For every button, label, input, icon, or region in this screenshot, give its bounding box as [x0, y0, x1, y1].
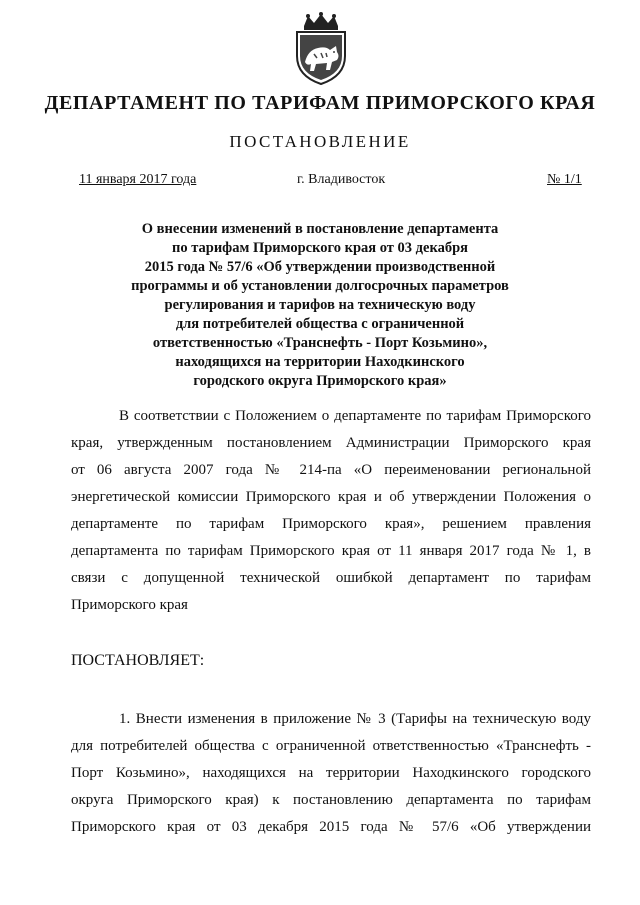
paragraph-line: от 06 августа 2007 года № 214-па «О переименовании региональной	[71, 462, 591, 478]
paragraph-line: края, утвержденным постановлением Администрации Приморского края	[71, 435, 591, 451]
preamble-paragraph	[71, 403, 591, 619]
resolves-heading: ПОСТАНОВЛЯЕТ:	[71, 652, 205, 669]
paragraph-line: департамента по тарифам Приморского края от 11 января 2017 года № 1, в	[71, 543, 591, 559]
paragraph-line: Приморского края от 03 декабря 2015 года № 57/6 «Об утверждении	[71, 819, 591, 835]
document-city: г. Владивосток	[297, 172, 386, 187]
paragraph-line: 1. Внести изменения в приложение № 3 (Тарифы на техническую воду	[119, 711, 591, 727]
subject-line: ответственностью «Транснефть - Порт Козьмино»,	[152, 335, 488, 351]
paragraph-line: В соответствии с Положением о департаменте по тарифам Приморского	[119, 408, 591, 424]
subject-line: регулирования и тарифов на техническую воду	[164, 297, 476, 313]
subject-line: по тарифам Приморского края от 03 декабря	[171, 240, 468, 256]
paragraph-line: округа Приморского края) к постановлению департамента по тарифам	[71, 792, 591, 808]
subject-line: находящихся на территории Находкинского	[175, 354, 465, 370]
subject-line: О внесении изменений в постановление департамента	[141, 221, 499, 237]
document-date: 11 января 2017 года	[79, 172, 197, 187]
paragraph-line: для потребителей общества с ограниченной ответственностью «Транснефть -	[71, 738, 591, 754]
document-number: № 1/1	[547, 172, 582, 187]
subject-line: для потребителей общества с ограниченной	[175, 316, 465, 332]
document-type: ПОСТАНОВЛЕНИЕ	[229, 132, 411, 151]
coat-of-arms-icon	[290, 12, 352, 86]
subject-line: городского округа Приморского края»	[193, 373, 447, 389]
paragraph-line: энергетической комиссии Приморского края и об утверждении Положения о	[71, 489, 591, 505]
item-1-paragraph	[71, 706, 591, 841]
paragraph-line: департаменте по тарифам Приморского края», решением правления	[71, 516, 591, 532]
paragraph-line: связи с допущенной технической ошибкой департамент по тарифам	[71, 570, 591, 586]
document-subject	[100, 220, 540, 391]
paragraph-line: Приморского края	[71, 597, 188, 613]
subject-line: 2015 года № 57/6 «Об утверждении производственной	[144, 259, 496, 275]
subject-line: программы и об установлении долгосрочных параметров	[131, 278, 509, 294]
department-title: ДЕПАРТАМЕНТ ПО ТАРИФАМ ПРИМОРСКОГО КРАЯ	[44, 92, 596, 114]
paragraph-line: Порт Козьмино», находящихся на территории Находкинского городского	[71, 765, 591, 781]
